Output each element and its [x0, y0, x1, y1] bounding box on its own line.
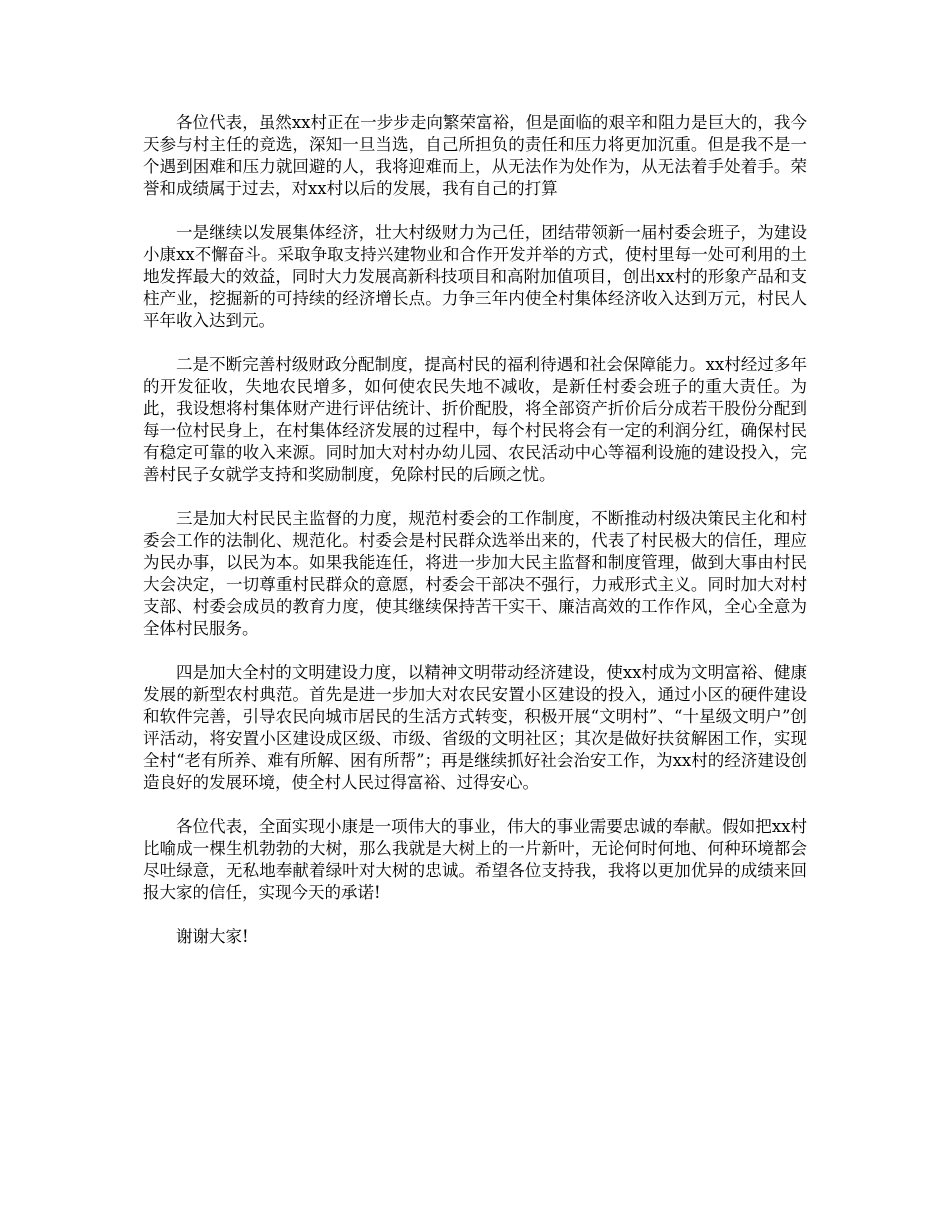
document-page	[143, 112, 807, 948]
paragraph-point-two: 二是不断完善村级财政分配制度，提高村民的福利待遇和社会保障能力。xx村经过多年的开发征收，失地农民增多，如何使农民失地不减收，是新任村委会班子的重大责任。为此，我设想将村集体财产进行评估统计、折价配股，将全部资产折价后分成若干股份分配到每一位村民身上，在村集体经济发展的过程中，每个村民将会有一定的利润分红，确保村民有稳定可靠的收入来源。同时加大对村办幼儿园、农民活动中心等福利设施的建设投入，完善村民子女就学支持和奖励制度，免除村民的后顾之忧。	[143, 355, 807, 484]
paragraph-closing: 各位代表，全面实现小康是一项伟大的事业，伟大的事业需要忠诚的奉献。假如把xx村比喻成一棵生机勃勃的大树，那么我就是大树上的一片新叶，无论何时何地、何种环境都会尽吐绿意，无私地奉献着绿叶对大树的忠诚。希望各位支持我，我将以更加优异的成绩来回报大家的信任，实现今天的承诺!	[143, 817, 807, 902]
paragraph-point-three: 三是加大村民民主监督的力度，规范村委会的工作制度，不断推动村级决策民主化和村委会工作的法制化、规范化。村委会是村民群众选举出来的，代表了村民极大的信任，理应为民办事，以民为本。如果我能连任，将进一步加大民主监督和制度管理，做到大事由村民大会决定，一切尊重村民群众的意愿，村委会干部决不强行，力戒形式主义。同时加大对村支部、村委会成员的教育力度，使其继续保持苦干实干、廉洁高效的工作作风，全心全意为全体村民服务。	[143, 509, 807, 638]
paragraph-thanks: 谢谢大家!	[176, 927, 249, 946]
paragraph-intro: 各位代表，虽然xx村正在一步步走向繁荣富裕，但是面临的艰辛和阻力是巨大的，我今天参与村主任的竞选，深知一旦当选，自己所担负的责任和压力将更加沉重。但是我不是一个遇到困难和压力就回避的人，我将迎难而上，从无法作为处作为，从无法着手处着手。荣誉和成绩属于过去，对xx村以后的发展，我有自己的打算	[143, 113, 807, 198]
paragraph-point-four: 四是加大全村的文明建设力度，以精神文明带动经济建设，使xx村成为文明富裕、健康发展的新型农村典范。首先是进一步加大对农民安置小区建设的投入，通过小区的硬件建设和软件完善，引导农民向城市居民的生活方式转变，积极开展“文明村”、“十星级文明户”创评活动，将安置小区建设成区级、市级、省级的文明社区；其次是做好扶贫解困工作，实现全村“老有所养、难有所解、困有所帮”；再是继续抓好社会治安工作，为xx村的经济建设创造良好的发展环境，使全村人民过得富裕、过得安心。	[143, 663, 807, 792]
paragraph-point-one: 一是继续以发展集体经济，壮大村级财力为己任，团结带领新一届村委会班子，为建设小康xx不懈奋斗。采取争取支持兴建物业和合作开发并举的方式，使村里每一处可利用的土地发挥最大的效益，同时大力发展高新科技项目和高附加值项目，创出xx村的形象产品和支柱产业，挖掘新的可持续的经济增长点。力争三年内使全村集体经济收入达到万元，村民人平年收入达到元。	[143, 223, 807, 330]
